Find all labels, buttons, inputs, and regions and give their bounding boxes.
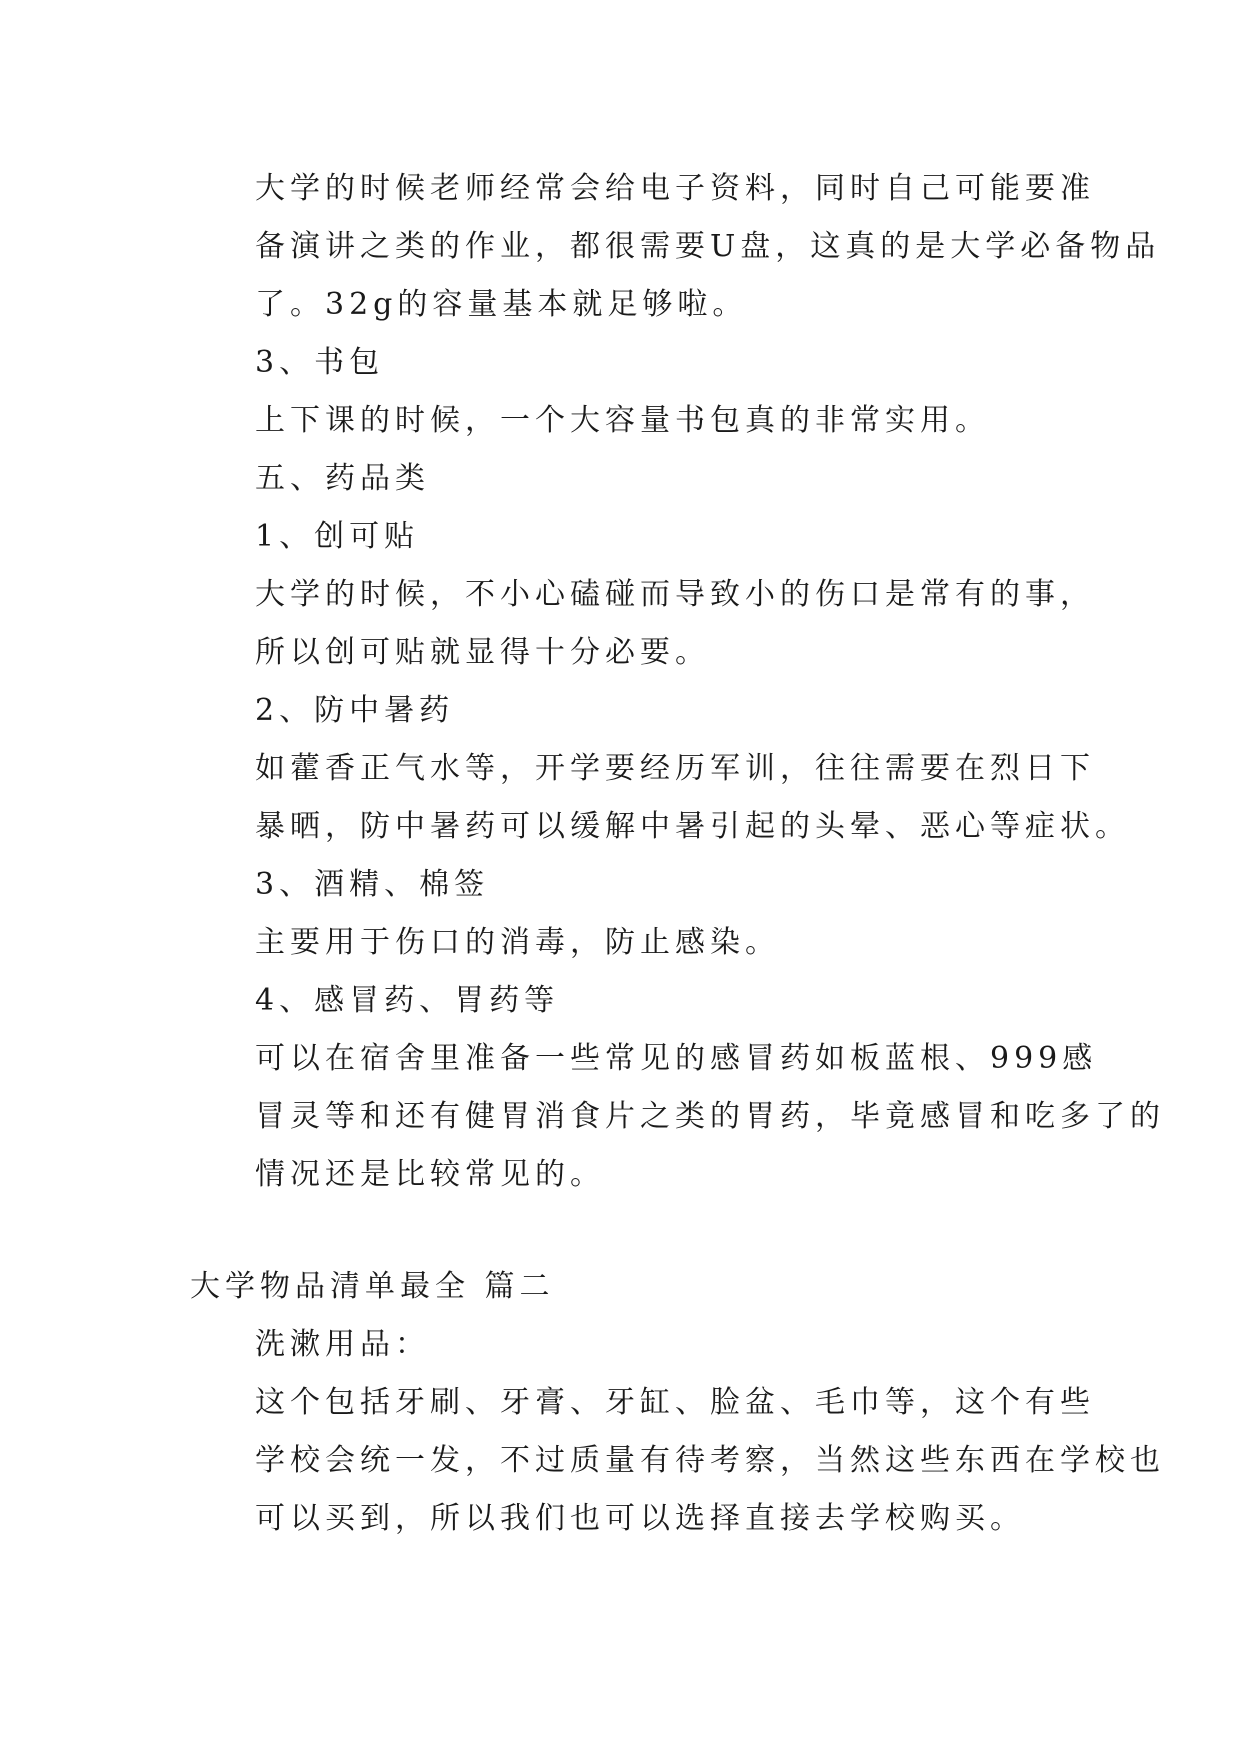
text-line: 备演讲之类的作业，都很需要U盘，这真的是大学必备物品: [255, 229, 1161, 264]
text-line: 学校会统一发，不过质量有待考察，当然这些东西在学校也: [255, 1443, 1165, 1478]
text-line: 2、防中暑药: [255, 693, 455, 728]
text-line: 所以创可贴就显得十分必要。: [255, 635, 710, 670]
text-line: 五、药品类: [255, 461, 430, 496]
text-line: 这个包括牙刷、牙膏、牙缸、脸盆、毛巾等，这个有些: [255, 1385, 1095, 1420]
text-line: 如藿香正气水等，开学要经历军训，往往需要在烈日下: [255, 751, 1095, 786]
text-line: 大学物品清单最全 篇二: [190, 1269, 555, 1304]
item-heading: [190, 682, 1056, 740]
item-heading: [190, 508, 1056, 566]
text-line: 冒灵等和还有健胃消食片之类的胃药，毕竟感冒和吃多了的: [255, 1099, 1165, 1134]
text-line: 3、书包: [255, 345, 385, 380]
paragraph: [190, 1030, 1165, 1204]
paragraph: [190, 740, 1130, 856]
paragraph: [190, 914, 1056, 972]
section-title: [190, 1258, 1056, 1316]
item-heading: [190, 450, 1056, 508]
text-line: 1、创可贴: [255, 519, 420, 554]
paragraph: [190, 392, 1056, 450]
paragraph: [190, 160, 1161, 334]
text-line: 上下课的时候，一个大容量书包真的非常实用。: [255, 403, 990, 438]
item-heading: [190, 1316, 1056, 1374]
text-line: 主要用于伤口的消毒，防止感染。: [255, 925, 780, 960]
item-heading: [190, 856, 1056, 914]
text-line: 3、酒精、棉签: [255, 867, 490, 902]
paragraph: [190, 1374, 1165, 1548]
text-line: 了。32g的容量基本就足够啦。: [255, 287, 748, 322]
item-heading: [190, 334, 1056, 392]
text-line: 大学的时候，不小心磕碰而导致小的伤口是常有的事，: [255, 577, 1095, 612]
paragraph: [190, 566, 1095, 682]
document-body: [190, 160, 1165, 1548]
text-line: 洗漱用品：: [255, 1327, 430, 1362]
text-line: 可以买到，所以我们也可以选择直接去学校购买。: [255, 1501, 1025, 1536]
text-line: 可以在宿舍里准备一些常见的感冒药如板蓝根、999感: [255, 1041, 1098, 1076]
text-line: 情况还是比较常见的。: [255, 1157, 605, 1192]
text-line: 大学的时候老师经常会给电子资料，同时自己可能要准: [255, 171, 1095, 206]
item-heading: [190, 972, 1056, 1030]
text-line: 4、感冒药、胃药等: [255, 983, 560, 1018]
text-line: 暴晒，防中暑药可以缓解中暑引起的头晕、恶心等症状。: [255, 809, 1130, 844]
